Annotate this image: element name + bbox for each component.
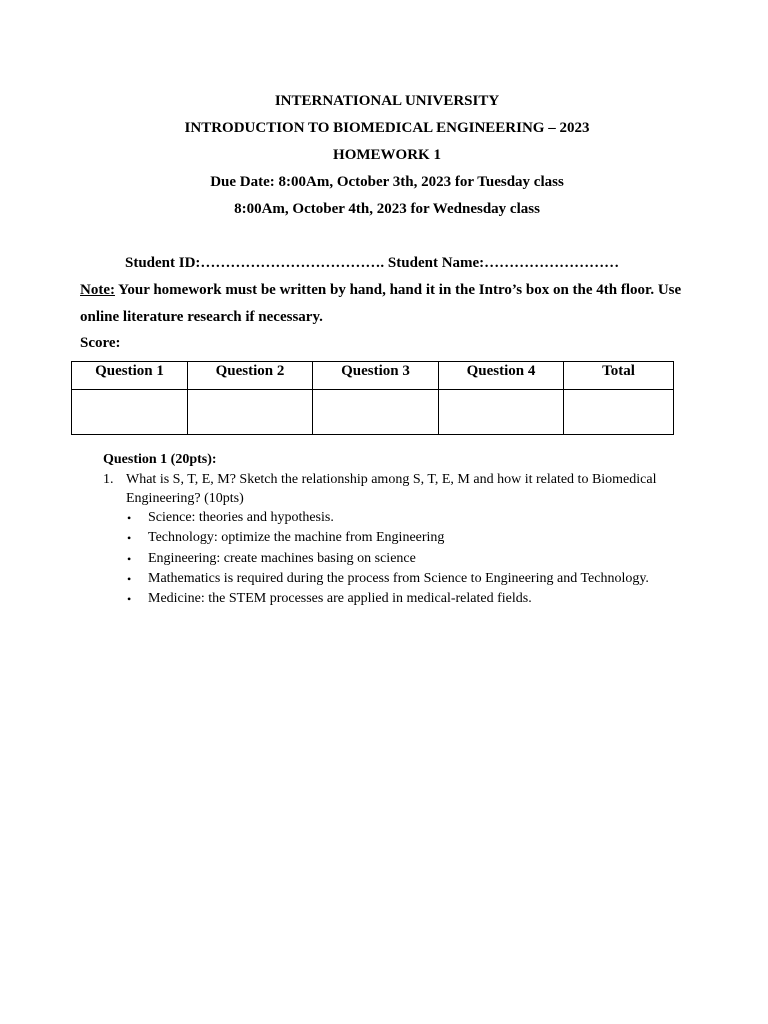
bullet-text: Engineering: create machines basing on science: [148, 550, 416, 566]
score-table-value-row: [72, 390, 674, 435]
bullet-text: Mathematics is required during the process from Science to Engineering and Technology.: [148, 570, 649, 586]
score-cell-question-2: [188, 390, 313, 435]
list-item: [126, 508, 649, 528]
score-cell-question-1: [72, 390, 188, 435]
score-header-total: Total: [564, 362, 674, 390]
question-1-item: [103, 470, 683, 508]
score-header-question-4: Question 4: [439, 362, 564, 390]
bullet-text: Technology: optimize the machine from Engineering: [148, 530, 445, 546]
score-cell-question-3: [313, 390, 439, 435]
bullet-icon: •: [127, 571, 132, 586]
question-1-bullet-list: [126, 508, 649, 609]
question-1-title: Question 1 (20pts):: [103, 452, 217, 467]
bullet-text: Medicine: the STEM processes are applied in medical-related fields.: [148, 591, 532, 607]
score-header-question-1: Question 1: [72, 362, 188, 390]
bullet-icon: •: [127, 551, 132, 566]
due-date-line-2: 8:00Am, October 4th, 2023 for Wednesday class: [234, 201, 540, 217]
score-table: [71, 361, 674, 435]
bullet-icon: •: [127, 511, 132, 525]
list-item: [126, 589, 649, 609]
score-header-question-2: Question 2: [188, 362, 313, 390]
bullet-icon: •: [127, 592, 132, 607]
bullet-text: Science: theories and hypothesis.: [148, 510, 334, 525]
note-text-1: Your homework must be written by hand, hand it in the Intro’s box on the 4th floor. Use: [114, 282, 682, 298]
course-title: INTRODUCTION TO BIOMEDICAL ENGINEERING – 2023: [184, 120, 590, 136]
student-id-name-line: Student ID:………………………………. Student Name:………………………: [125, 255, 620, 271]
score-table-header-row: [72, 362, 674, 390]
score-label: Score:: [80, 335, 121, 351]
bullet-icon: •: [127, 531, 132, 546]
question-1-item-number: 1.: [103, 472, 114, 487]
note-line-2: online literature research if necessary.: [80, 309, 323, 325]
note-label: Note:: [80, 282, 115, 298]
note-line-1: [80, 282, 681, 299]
due-date-line-1: Due Date: 8:00Am, October 3th, 2023 for Tuesday class: [210, 174, 564, 190]
homework-title: HOMEWORK 1: [333, 147, 441, 163]
list-item: [126, 528, 649, 548]
question-1-item-text: What is S, T, E, M? Sketch the relationship among S, T, E, M and how it related to Biomedical Engineering? (10pts): [126, 472, 657, 506]
list-item: [126, 569, 649, 589]
score-header-question-3: Question 3: [313, 362, 439, 390]
score-cell-total: [564, 390, 674, 435]
university-title: INTERNATIONAL UNIVERSITY: [274, 93, 500, 109]
score-cell-question-4: [439, 390, 564, 435]
list-item: [126, 549, 649, 569]
